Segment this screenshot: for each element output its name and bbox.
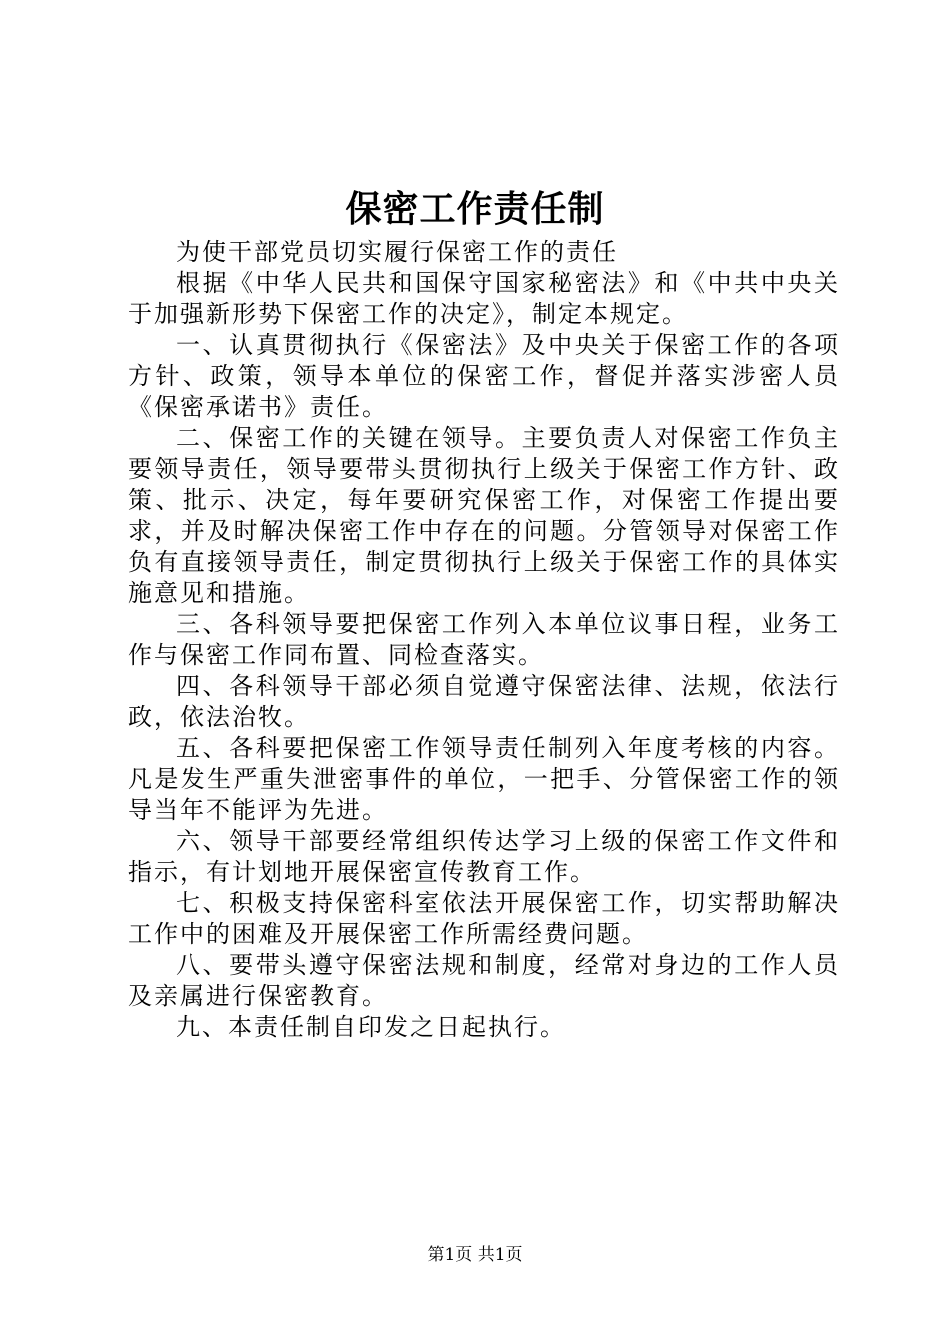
paragraph-intro: 为使干部党员切实履行保密工作的责任 <box>176 238 618 266</box>
paragraph-item-9: 九、本责任制自印发之日起执行。 <box>176 1013 566 1041</box>
paragraph-item-1: 一、认真贯彻执行《保密法》及中央关于保密工作的各项方针、政策，领导本单位的保密工作，督促并落实涉密人员《保密承诺书》责任。 <box>128 331 840 421</box>
page-number-footer: 第1页 共1页 <box>427 1245 523 1265</box>
paragraph-basis: 根据《中华人民共和国保守国家秘密法》和《中共中央关于加强新形势下保密工作的决定》，制定本规定。 <box>128 269 840 328</box>
document-body <box>128 237 840 1043</box>
paragraph-item-4: 四、各科领导干部必须自觉遵守保密法律、法规，依法行政，依法治牧。 <box>128 672 840 731</box>
paragraph-item-3: 三、各科领导要把保密工作列入本单位议事日程，业务工作与保密工作同布置、同检查落实。 <box>128 610 840 669</box>
paragraph-item-5: 五、各科要把保密工作领导责任制列入年度考核的内容。凡是发生严重失泄密事件的单位，一把手、分管保密工作的领导当年不能评为先进。 <box>128 734 840 824</box>
document-title: 保密工作责任制 <box>345 188 605 230</box>
paragraph-item-6: 六、领导干部要经常组织传达学习上级的保密工作文件和指示，有计划地开展保密宣传教育工作。 <box>128 827 840 886</box>
paragraph-item-8: 八、要带头遵守保密法规和制度，经常对身边的工作人员及亲属进行保密教育。 <box>128 951 840 1010</box>
paragraph-item-7: 七、积极支持保密科室依法开展保密工作，切实帮助解决工作中的困难及开展保密工作所需经费问题。 <box>128 889 840 948</box>
paragraph-item-2: 二、保密工作的关键在领导。主要负责人对保密工作负主要领导责任，领导要带头贯彻执行上级关于保密工作方针、政策、批示、决定，每年要研究保密工作，对保密工作提出要求，并及时解决保密工作中存在的问题。分管领导对保密工作负有直接领导责任，制定贯彻执行上级关于保密工作的具体实施意见和措施。 <box>128 424 840 607</box>
